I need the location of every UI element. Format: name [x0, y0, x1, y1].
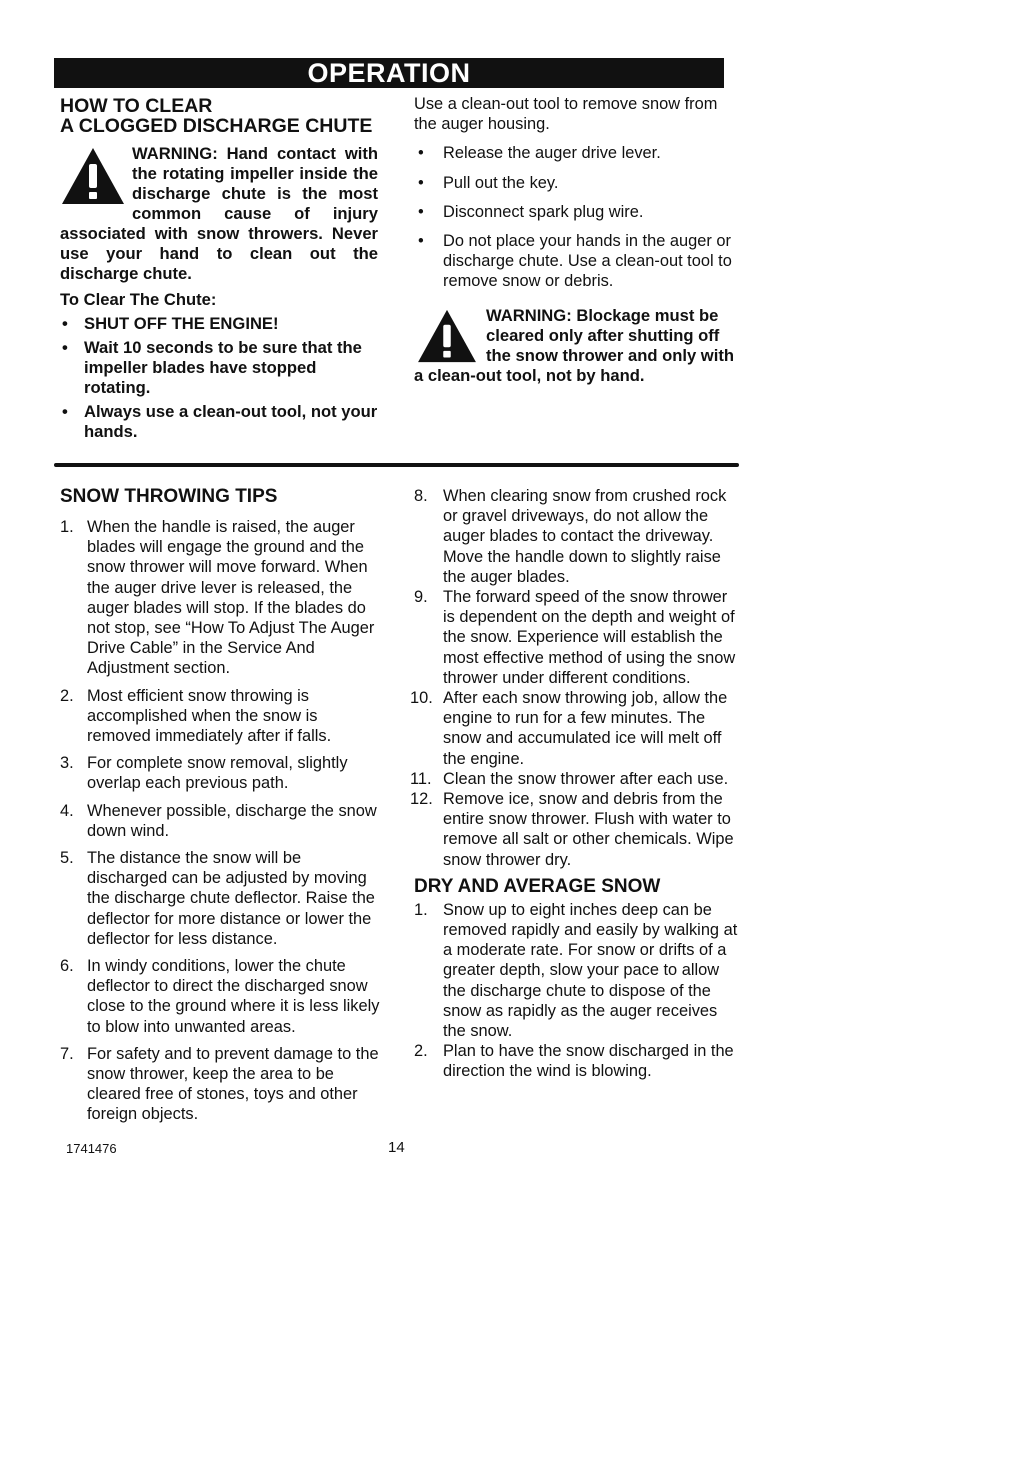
list-item: 6. In windy conditions, lower the chute deflector to direct the discharged snow close to the ground where it is less likely to blow into unwanted areas.: [60, 957, 380, 1036]
clog-section: [60, 96, 378, 442]
clog-warning-text: WARNING: Hand contact with the rotating impeller inside the discharge chute is the most common cause of injury associated with snow throwers. Never use your hand to clean out the discharge chute.: [60, 144, 378, 283]
list-item: 11. Clean the snow thrower after each use.: [410, 769, 729, 788]
list-item: 9. The forward speed of the snow thrower is dependent on the depth and weight of the snow. Experience will establish the most effective method of using the snow thrower under different conditions.: [414, 588, 736, 687]
list-item: 2. Plan to have the snow discharged in the direction the wind is blowing.: [414, 1042, 734, 1081]
list-item: • Release the auger drive lever.: [418, 144, 661, 163]
section-divider: [54, 463, 739, 467]
clog-warning2: [414, 306, 736, 386]
tips-list-continued: [410, 486, 738, 870]
clog-title-line2: A CLOGGED DISCHARGE CHUTE: [60, 115, 373, 137]
section-header: OPERATION: [54, 58, 724, 88]
list-item: 5. The distance the snow will be discharged can be adjusted by moving the discharge chute deflector. Raise the deflector for more distance or lower the deflector for less distance.: [60, 849, 375, 948]
page-number: 14: [388, 1139, 405, 1156]
list-item: 8. When clearing snow from crushed rock or gravel driveways, do not allow the auger blades to contact the driveway. Move the handle down to slightly raise the auger blades.: [414, 487, 727, 586]
clog-steps-list: [60, 314, 378, 442]
tips-section: [60, 486, 380, 1125]
list-item: • Pull out the key.: [418, 173, 559, 192]
list-item: 7. For safety and to prevent damage to the snow thrower, keep the area to be cleared free of stones, toys and other foreign objects.: [60, 1044, 379, 1124]
list-item: 1. Snow up to eight inches deep can be removed rapidly and easily by walking at a moderate rate. For snow or drifts of a greater depth, slow your pace to allow the discharge chute to dispose of the snow as rapidly as the auger receives the snow.: [414, 900, 738, 1041]
clog-title-line1: HOW TO CLEAR: [60, 95, 213, 117]
dry-list: [414, 900, 738, 1082]
list-item: • Disconnect spark plug wire.: [418, 202, 644, 221]
list-item: • Wait 10 seconds to be sure that the impeller blades have stopped rotating.: [62, 338, 362, 397]
clog-right-list: [414, 143, 736, 291]
list-item: 2. Most efficient snow throwing is accomplished when the snow is removed immediately after if falls.: [60, 686, 332, 746]
clog-warning2-text: WARNING: Blockage must be cleared only after shutting off the snow thrower and only with a clean-out tool, not by hand.: [414, 305, 734, 385]
list-item: • Do not place your hands in the auger or discharge chute. Use a clean-out tool to remove snow or debris.: [418, 232, 732, 291]
list-item: 12. Remove ice, snow and debris from the entire snow thrower. Flush with water to remove all salt or other chemicals. Wipe snow thrower dry.: [410, 790, 734, 869]
tips-title: SNOW THROWING TIPS: [60, 486, 278, 507]
clog-right-intro: Use a clean-out tool to remove snow from the auger housing.: [414, 95, 718, 134]
list-item: 10. After each snow throwing job, allow the engine to run for a few minutes. The snow and accumulated ice will melt off the engine.: [410, 689, 728, 768]
list-item: 4. Whenever possible, discharge the snow down wind.: [60, 801, 377, 840]
list-item: 1. When the handle is raised, the auger blades will engage the ground and the snow thrower will move forward. When the auger drive lever is released, the auger blades will stop. If the blades do not stop, see “How To Adjust The Auger Drive Cable” in the Service And Adjustment section.: [60, 518, 375, 678]
list-item: • SHUT OFF THE ENGINE!: [62, 314, 279, 333]
tips-right-section: [410, 486, 738, 1082]
clog-steps-heading: To Clear The Chute:: [60, 290, 217, 309]
warning-triangle-icon: [60, 146, 126, 206]
list-item: • Always use a clean-out tool, not your hands.: [62, 402, 378, 441]
tips-list: [60, 517, 380, 1125]
clog-warning: [60, 144, 378, 284]
dry-title: DRY AND AVERAGE SNOW: [414, 875, 661, 897]
doc-number: 1741476: [66, 1141, 117, 1156]
clog-right-section: [414, 94, 736, 386]
warning-triangle-icon: [414, 308, 480, 364]
list-item: 3. For complete snow removal, slightly overlap each previous path.: [60, 754, 348, 793]
